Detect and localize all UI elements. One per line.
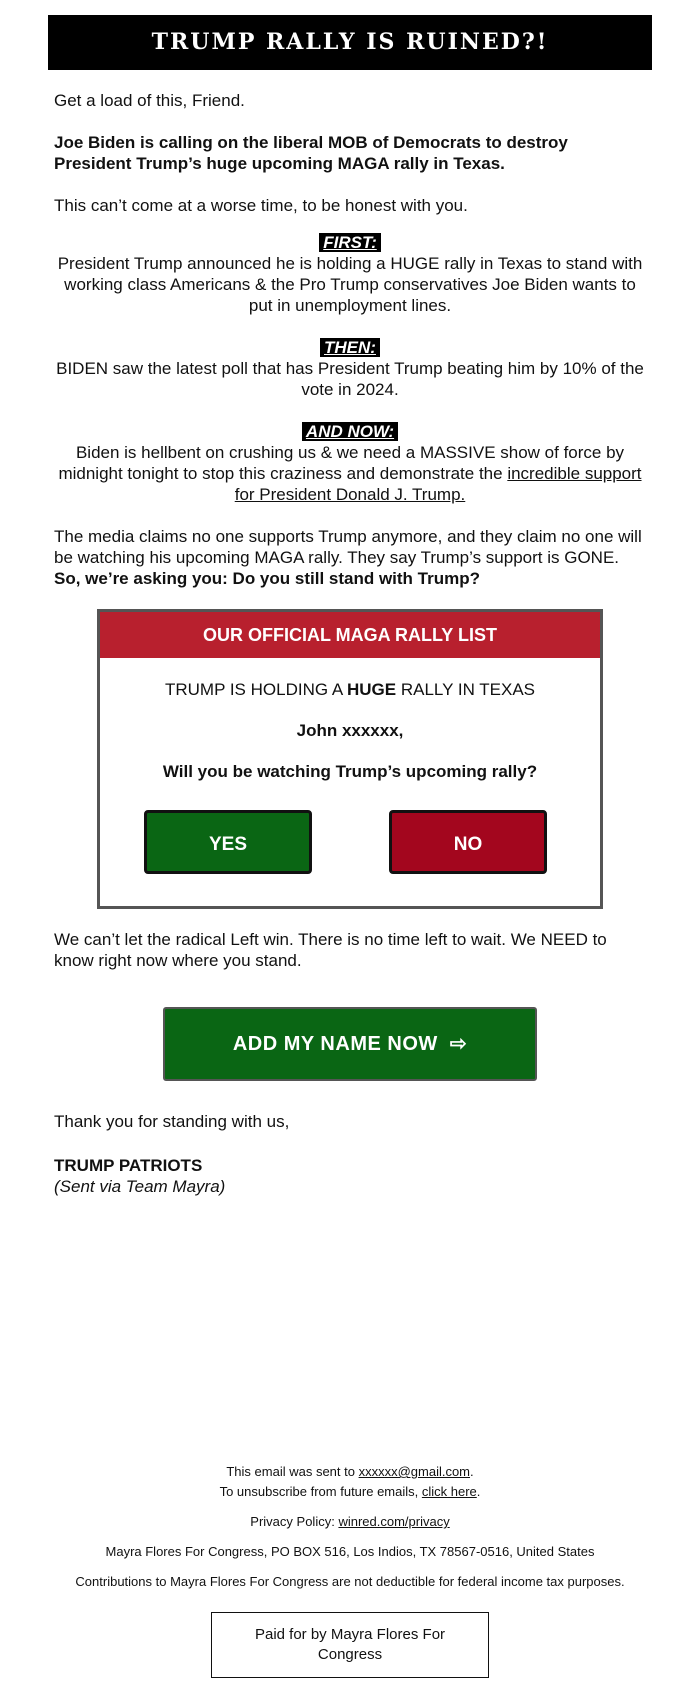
unsubscribe-post: . [476, 1484, 481, 1499]
and-now-tag: AND NOW: [302, 422, 398, 441]
rally-announcement [100, 680, 600, 700]
then-tag: THEN: [320, 338, 380, 357]
add-my-name-button[interactable] [163, 1007, 537, 1081]
headline-banner [48, 15, 652, 70]
address-line: Mayra Flores For Congress, PO BOX 516, Los Indios, TX 78567-0516, United States [105, 1544, 595, 1559]
unsubscribe-line [48, 1482, 652, 1502]
media-paragraph [54, 526, 646, 589]
first-section [54, 232, 646, 316]
closing-section [48, 929, 652, 971]
sent-to-pre: This email was sent to [226, 1464, 359, 1479]
first-tag: FIRST: [319, 233, 381, 252]
paid-for-box: Paid for by Mayra Flores For Congress [211, 1612, 489, 1678]
rally-line-pre: TRUMP IS HOLDING A [164, 680, 347, 699]
email-container [48, 0, 652, 1678]
add-my-name-label: ADD MY NAME NOW [232, 1033, 438, 1055]
media-question: So, we’re asking you: Do you still stand with Trump? [54, 569, 480, 588]
answer-buttons [100, 810, 600, 880]
and-now-section [54, 421, 646, 505]
recipient-name: John xxxxxx, [296, 721, 404, 740]
unsubscribe-link[interactable]: click here [421, 1484, 477, 1499]
rally-line-post: RALLY IN TEXAS [396, 680, 536, 699]
recipient-email[interactable]: xxxxxx@gmail.com [358, 1464, 471, 1479]
unsubscribe-pre: To unsubscribe from future emails, [219, 1484, 422, 1499]
then-section [54, 337, 646, 400]
bold-intro: Joe Biden is calling on the liberal MOB of Democrats to destroy President Trump’s huge upcoming MAGA rally in Texas. [54, 133, 568, 173]
disclaimer-line: Contributions to Mayra Flores For Congress are not deductible for federal income tax purposes. [75, 1574, 625, 1589]
support-link[interactable]: incredible support for President Donald J. Trump. [234, 464, 642, 504]
media-text: The media claims no one supports Trump anymore, and they claim no one will be watching his upcoming MAGA rally. They say Trump’s support is GONE. [54, 527, 642, 567]
sent-via: (Sent via Team Mayra) [54, 1177, 226, 1196]
and-now-text: Biden is hellbent on crushing us & we need a MASSIVE show of force by midnight tonight to stop this craziness and demonstrate the [58, 443, 625, 483]
then-text: BIDEN saw the latest poll that has President Trump beating him by 10% of the vote in 2024. [56, 359, 644, 399]
sent-to-post: . [470, 1464, 474, 1479]
privacy-link[interactable]: winred.com/privacy [338, 1514, 450, 1529]
privacy-line [48, 1512, 652, 1532]
arrow-right-icon: ⇨ [449, 1033, 468, 1055]
cant-let-text: We can’t let the radical Left win. There is no time left to wait. We NEED to know right now where you stand. [54, 930, 607, 970]
and-now-paragraph [54, 442, 646, 505]
rally-list-header: OUR OFFICIAL MAGA RALLY LIST [100, 612, 600, 658]
email-body [48, 90, 652, 589]
email-footer [48, 1462, 652, 1678]
rally-list-box [97, 609, 603, 909]
first-text: President Trump announced he is holding a HUGE rally in Texas to stand with working class Americans & the Pro Trump conservatives Joe Biden wants to put in unemployment lines. [57, 254, 643, 315]
thanks-text: Thank you for standing with us, [54, 1112, 290, 1131]
yes-button[interactable]: YES [144, 810, 312, 874]
sent-to-line [48, 1462, 652, 1482]
rally-question: Will you be watching Trump’s upcoming rally? [162, 762, 538, 781]
headline-text: TRUMP RALLY IS RUINED?! [151, 29, 549, 55]
signoff [48, 1111, 652, 1197]
greeting: Get a load of this, Friend. [54, 91, 245, 110]
rally-line-bold: HUGE [346, 680, 397, 699]
privacy-pre: Privacy Policy: [250, 1514, 339, 1529]
signature: TRUMP PATRIOTS [54, 1156, 203, 1175]
no-button[interactable]: NO [389, 810, 547, 874]
worse-time-text: This can’t come at a worse time, to be honest with you. [54, 196, 468, 215]
